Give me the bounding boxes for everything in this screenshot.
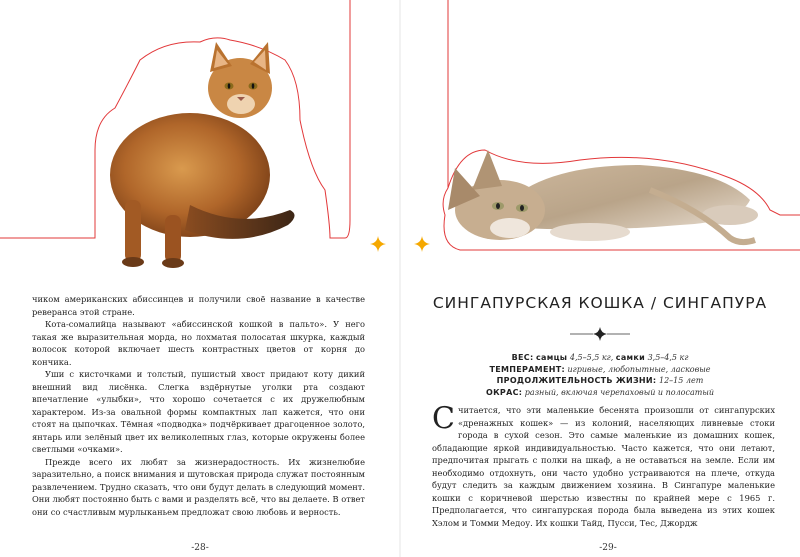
fact-label: самцы [536,353,568,362]
left-body-text [32,293,365,518]
paragraph: Уши с кисточками и толстый, пушистый хвост придают коту дикий внешний вид лисёнка. Слегка вздёрнутые уголки рта создают впечатление «улыбки», что хорошо сочетается с их дружелюбным характером. Из-за овальной формы компактных лап кажется, что они стоят на цыпочках. Тёмная «подводка» подчёркивает драгоценное золото, янтарь или зелёный цвет их великолепных глаз, которые окружены более светлыми «очками». [32,369,365,454]
page-number-left: -28- [191,543,209,553]
somali-cat-image [0,0,400,300]
body-text: читается, что эти маленькие бесенята произошли от сингапурских «дренажных кошек» — из колоний, населяющих ливневые стоки города в сухой сезон. Это самые маленькие из домашних кошек, обладающие яркой индивидуальностью. Часто кажется, что они летают, предпочитая прыгать с полки на шкаф, а не оставаться на земле. Если им необходимо отдохнуть, они часто удобно устраиваются на плече, откуда будут следить за каждым движением хозяина. В Сингапуре маленькие кошки с коричневой шерстью известны по крайней мере с 1965 г. Предполагается, что сингапурская порода была выведена из этих кошек Хэлом и Томми Медоу. Их кошки Тайд, Пусси, Тес, Джордж [432,405,775,528]
paragraph: чиком американских абиссинцев и получили своё название в качестве реверанса этой стране. [32,294,365,317]
page-title: СИНГАПУРСКАЯ КОШКА / СИНГАПУРА [432,294,768,312]
breed-facts [460,352,740,398]
page-number-right: -29- [599,543,617,553]
fact-color [460,387,740,399]
fact-weight [460,352,740,364]
paragraph: Прежде всего их любят за жизнерадостность. Их жизнелюбие заразительно, а поиск внимания и шутовская природа служат постоянным развлечением. Трудно сказать, что они будут делать в следующий момент. Они любят постоянно быть с вами и разделять всё, что вы делаете. В ответ они со счастливым мурлыканьем предложат свою любовь и верность. [32,456,365,517]
fact-value: 4,5–5,5 кг, [569,353,614,362]
right-page [400,0,800,557]
fact-value: разный, включая черепаховый и полосатый [524,387,714,397]
star-ornament-icon [370,236,386,252]
fact-value: 12–15 лет [658,376,704,385]
fact-label: ПРОДОЛЖИТЕЛЬНОСТЬ ЖИЗНИ: [496,376,657,385]
divider-diamond-icon [570,327,630,341]
fact-lifespan [460,375,740,387]
fact-value: 3,5–4,5 кг [647,353,689,362]
right-body-text [432,401,775,529]
star-ornament-icon [414,236,430,252]
paragraph: Кота-сомалийца называют «абиссинской кошкой в пальто». У него такая же выразительная морда, но лохматая полосатая шкурка, каждый волосок которой включает шесть контрастных цветов от корня до кончика. [32,319,365,367]
fact-label: самки [615,353,646,362]
book-gutter [399,0,401,557]
fact-temperament [460,364,740,376]
fact-label: ТЕМПЕРАМЕНТ: [489,364,565,374]
fact-label: ОКРАС: [485,387,523,397]
drop-cap: С [432,401,455,436]
paragraph [432,401,775,529]
fact-label: ВЕС: [511,353,534,362]
fact-value: игривые, любопытные, ласковые [567,364,711,374]
singapura-cat-image [400,0,800,300]
